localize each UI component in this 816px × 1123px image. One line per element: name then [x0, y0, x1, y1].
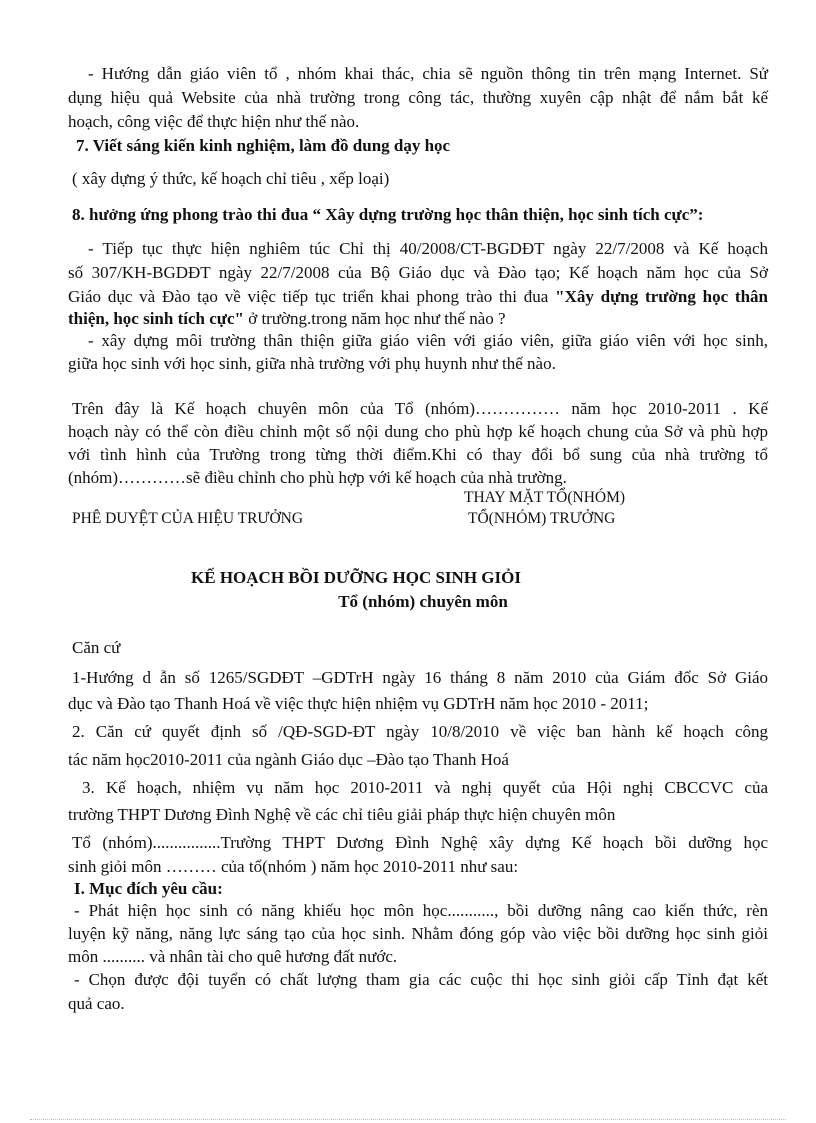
basis3-line-1: 3. Kế hoạch, nhiệm vụ năm học 2010-2011 và nghị quyết của Hội nghị CBCCVC của [82, 778, 768, 797]
section1-para2-line-2: quả cao. [68, 994, 125, 1013]
basis1-line-2: dục và Đào tạo Thanh Hoá về việc thực hiện nhiệm vụ GDTrH năm học 2010 - 2011; [68, 694, 649, 713]
plan-title: KẾ HOẠCH BỒI DƯỠNG HỌC SINH GIỎI [191, 568, 521, 587]
closing-para-line-4: (nhóm)…………sẽ điều chỉnh cho phù hợp với kế hoạch của nhà trường. [68, 468, 567, 487]
basis2-line-1: 2. Căn cứ quyết định số /QĐ-SGD-ĐT ngày 10/8/2010 về việc ban hành kế hoạch công [72, 722, 768, 741]
item7-note: ( xây dựng ý thức, kế hoạch chỉ tiêu , xếp loại) [72, 169, 390, 188]
item8-para1-line-4-bold: thiện, học sinh tích cực" [68, 309, 244, 328]
internet-para-line-3: hoạch, công việc để thực hiện như thế nào. [68, 112, 360, 131]
section1-para1-line-2: luyện kỹ năng, năng lực sáng tạo của học sinh. Nhằm đóng góp vào việc bồi dưỡng học sinh giỏi [68, 924, 768, 943]
item8-para1-line-2: số 307/KH-BGDĐT ngày 22/7/2008 của Bộ Giáo dục và Đào tạo; Kế hoạch năm học của Sở [68, 263, 768, 282]
sign-right-title-2: TỔ(NHÓM) TRƯỞNG [468, 510, 616, 527]
plan-subtitle: Tổ (nhóm) chuyên môn [338, 592, 508, 611]
section1-para1-line-3: môn .......... và nhân tài cho quê hương đất nước. [68, 947, 398, 966]
basis1-line-1: 1-Hướng d ẫn số 1265/SGDĐT –GDTrH ngày 16 tháng 8 năm 2010 của Giám đốc Sở Giáo [72, 668, 768, 687]
item8-heading: 8. hưởng ứng phong trào thi đua “ Xây dựng trường học thân thiện, học sinh tích cực”: [72, 205, 704, 224]
section1-para1-line-1: - Phát hiện học sinh có năng khiếu học môn học..........., bồi dưỡng nâng cao kiến thức, rèn [74, 901, 768, 920]
basis3-line-2: trường THPT Dương Đình Nghệ về các chỉ tiêu giải pháp thực hiện chuyên môn [68, 805, 616, 824]
basis2-line-2: tác năm học2010-2011 của ngành Giáo dục –Đào tạo Thanh Hoá [68, 750, 509, 769]
item8-para1-line-4-text: ở trường.trong năm học như thế nào ? [243, 309, 506, 328]
item8-para2-line-2: giữa học sinh với học sinh, giữa nhà trường với phụ huynh như thế nào. [68, 354, 556, 373]
item8-para1-line-3-bold: "Xây dựng trường học thân [555, 287, 768, 306]
internet-para-line-1: - Hướng dẫn giáo viên tổ , nhóm khai thác, chia sẽ nguồn thông tin trên mạng Internet. Sử [88, 64, 768, 83]
item8-para1-line-3-text: Giáo dục và Đào tạo về việc tiếp tục triển khai phong trào thi đua [68, 287, 556, 306]
sign-left-title: PHÊ DUYỆT CỦA HIỆU TRƯỞNG [72, 510, 304, 527]
page-bottom-divider [30, 1119, 786, 1120]
closing-para-line-2: hoạch này có thể còn điều chỉnh một số nội dung cho phù hợp kế hoạch chung của Sở và phù hợp [68, 422, 768, 441]
intro-line-1: Tổ (nhóm)................Trường THPT Dương Đình Nghệ xây dựng Kế hoạch bồi dưỡng học [72, 833, 768, 852]
item8-para1-line-1: - Tiếp tục thực hiện nghiêm túc Chỉ thị 40/2008/CT-BGDĐT ngày 22/7/2008 và Kế hoạch [88, 239, 768, 258]
item8-para1-line-4 [68, 307, 768, 331]
basis-label: Căn cứ [72, 638, 121, 657]
section1-heading: I. Mục đích yêu cầu: [74, 879, 223, 898]
closing-para-line-1: Trên đây là Kế hoạch chuyên môn của Tổ (nhóm)…………… năm học 2010-2011 . Kế [72, 399, 768, 418]
item8-para1-line-3 [68, 285, 768, 309]
internet-para-line-2: dụng hiệu quả Website của nhà trường trong công tác, thường xuyên cập nhật để nắm bắt kế [68, 88, 768, 107]
item7-heading: 7. Viết sáng kiến kinh nghiệm, làm đồ dung dạy học [76, 136, 451, 155]
item8-para2-line-1: - xây dựng môi trường thân thiện giữa giáo viên với giáo viên, giữa giáo viên với học sinh, [88, 331, 768, 350]
sign-right-title-1: THAY MẶT TỔ(NHÓM) [464, 489, 626, 506]
closing-para-line-3: với tình hình của Trường trong từng thời điểm.Khi có thay đổi bổ sung của nhà trường tổ [68, 445, 768, 464]
intro-line-2: sinh giỏi môn ……… của tổ(nhóm ) năm học 2010-2011 như sau: [68, 857, 519, 876]
section1-para2-line-1: - Chọn được đội tuyển có chất lượng tham gia các cuộc thi học sinh giỏi cấp Tỉnh đạt kết [74, 970, 768, 989]
